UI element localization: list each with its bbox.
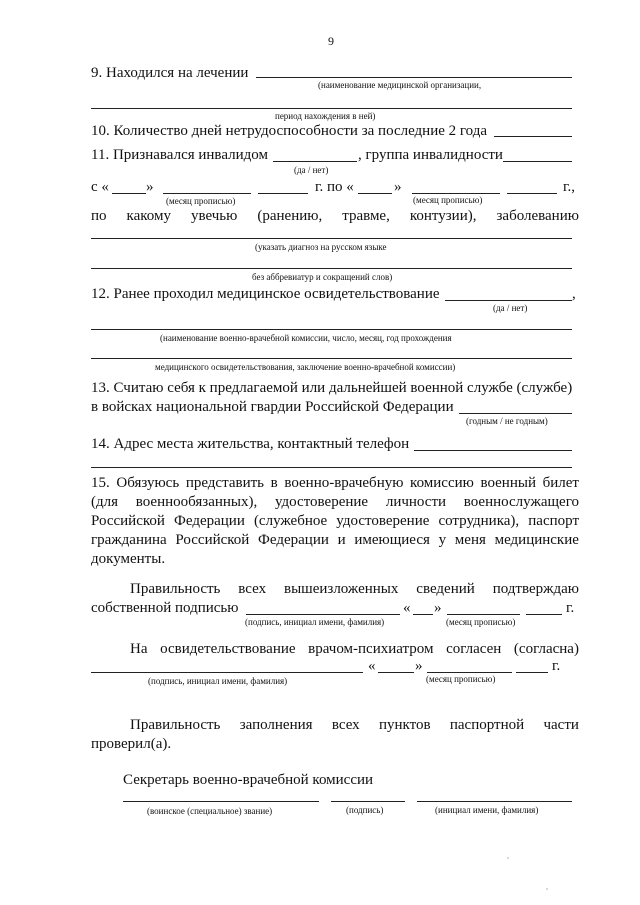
item11-to-month-field[interactable] bbox=[412, 193, 500, 194]
check-word: заполнения bbox=[239, 717, 313, 733]
psych-q-close: » bbox=[415, 658, 423, 674]
scan-speck bbox=[507, 857, 509, 859]
item11-word: какому bbox=[126, 208, 171, 224]
secretary-hint-name: (инициал имени, фамилия) bbox=[435, 805, 539, 815]
psych-hint-month: (месяц прописью) bbox=[426, 674, 496, 684]
confirm-hint-sign: (подпись, инициал имени, фамилия) bbox=[245, 617, 385, 627]
item11-to-day-field[interactable] bbox=[358, 193, 392, 194]
check-line1 bbox=[130, 716, 579, 734]
item15-word: личности bbox=[385, 494, 447, 510]
item11-from-month-field[interactable] bbox=[163, 193, 251, 194]
secretary-rank-field[interactable] bbox=[123, 801, 319, 802]
item9-hint2: период нахождения в ней) bbox=[275, 111, 376, 121]
confirm-line2: собственной подписью bbox=[91, 600, 239, 616]
item15-word: удостоверение bbox=[274, 494, 369, 510]
item11-word: контузии), bbox=[409, 208, 477, 224]
item11-hint-yes-no: (да / нет) bbox=[294, 165, 329, 175]
page-number: 9 bbox=[328, 34, 334, 48]
psych-hint-sign: (подпись, инициал имени, фамилия) bbox=[148, 676, 288, 686]
item15-word: паспорт bbox=[528, 513, 579, 529]
item15-word: удостоверение bbox=[336, 513, 430, 529]
item11-hint-month-2: (месяц прописью) bbox=[413, 195, 483, 205]
item11-from-close: » bbox=[146, 179, 154, 195]
item15-word: военный bbox=[480, 475, 536, 491]
confirm-q-open: « bbox=[403, 600, 411, 616]
item15-word: у bbox=[438, 532, 447, 548]
psych-month-field[interactable] bbox=[427, 672, 512, 673]
confirm-day-field[interactable] bbox=[413, 614, 433, 615]
item9-field-2[interactable] bbox=[91, 108, 572, 109]
confirm-hint-month: (месяц прописью) bbox=[446, 617, 516, 627]
item15-word: в bbox=[270, 475, 278, 491]
secretary-title: Секретарь военно-врачебной комиссии bbox=[123, 772, 374, 788]
item12-hint-yes-no: (да / нет) bbox=[493, 303, 528, 313]
item15-word: сотрудника), bbox=[438, 513, 520, 529]
item11-word: (ранению, bbox=[257, 208, 323, 224]
item12-field-3[interactable] bbox=[91, 358, 572, 359]
item15-word: Федерации bbox=[174, 513, 245, 529]
secretary-hint-sign: (подпись) bbox=[346, 805, 384, 815]
confirm-month-field[interactable] bbox=[447, 614, 520, 615]
item11-injury-line bbox=[91, 207, 579, 225]
item13-field[interactable] bbox=[459, 413, 572, 414]
item12-field[interactable] bbox=[445, 300, 572, 301]
item12-hint2: медицинского освидетельствования, заключение военно-врачебной комиссии) bbox=[155, 362, 456, 372]
item15-word: военнослужащего bbox=[463, 494, 579, 510]
confirm-word: всех bbox=[238, 581, 267, 597]
item15-word: 15. bbox=[91, 475, 110, 491]
item15-word: военнообязанных), bbox=[135, 494, 258, 510]
item11-word: по bbox=[91, 208, 107, 224]
item15-word: (служебное bbox=[253, 513, 328, 529]
secretary-hint-rank: (воинское (специальное) звание) bbox=[147, 806, 273, 816]
item15-word: (для bbox=[91, 494, 119, 510]
item15-word: представить bbox=[185, 475, 264, 491]
psych-word: (согласна) bbox=[513, 641, 579, 657]
confirm-word: Правильность bbox=[130, 581, 221, 597]
item15-word: военно-врачебную bbox=[284, 475, 404, 491]
scan-speck bbox=[546, 888, 548, 890]
check-word: части bbox=[543, 717, 579, 733]
item11-diag-field-2[interactable] bbox=[91, 268, 572, 269]
item11-word: заболеванию bbox=[496, 208, 579, 224]
item11-hint-diag2: без аббревиатур и сокращений слов) bbox=[252, 272, 393, 282]
check-word: Правильность bbox=[130, 717, 221, 733]
confirm-year: г. bbox=[566, 600, 575, 616]
secretary-name-field[interactable] bbox=[417, 801, 572, 802]
item15-line4 bbox=[91, 531, 579, 549]
item9-label: 9. Находился на лечении bbox=[91, 65, 249, 81]
item15-word: медицинские bbox=[494, 532, 579, 548]
item11-group-field[interactable] bbox=[503, 161, 572, 162]
item14-label: 14. Адрес места жительства, контактный телефон bbox=[91, 436, 410, 452]
item12-label: 12. Ранее проходил медицинское освидетельствование bbox=[91, 286, 440, 302]
confirm-word: сведений bbox=[416, 581, 475, 597]
item15-last-line: документы. bbox=[91, 551, 166, 567]
item12-hint1: (наименование военно-врачебной комиссии, число, месяц, год прохождения bbox=[160, 333, 452, 343]
item11-word: увечью bbox=[190, 208, 238, 224]
psych-q-open: « bbox=[368, 658, 376, 674]
item12-field-2[interactable] bbox=[91, 329, 572, 330]
item15-line1 bbox=[91, 474, 579, 492]
psych-word: согласен bbox=[446, 641, 502, 657]
item11-word: травме, bbox=[342, 208, 390, 224]
confirm-q-close: » bbox=[434, 600, 442, 616]
check-line2: проверил(а). bbox=[91, 736, 172, 752]
confirm-word: подтверждаю bbox=[492, 581, 579, 597]
item14-field-2[interactable] bbox=[91, 467, 572, 468]
psych-word: врачом-психиатром bbox=[308, 641, 434, 657]
item15-word: билет bbox=[542, 475, 579, 491]
item11-to-close: » bbox=[394, 179, 402, 195]
item14-field[interactable] bbox=[414, 450, 572, 451]
item11-label: 11. Признавался инвалидом bbox=[91, 147, 268, 163]
item11-from-year-field[interactable] bbox=[258, 193, 308, 194]
item15-word: и bbox=[337, 532, 346, 548]
confirm-line1 bbox=[130, 580, 579, 598]
item15-word: гражданина bbox=[91, 532, 167, 548]
confirm-sign-field[interactable] bbox=[246, 614, 400, 615]
psych-year: г. bbox=[552, 658, 561, 674]
item11-year-end: г., bbox=[563, 179, 575, 195]
psych-line1 bbox=[130, 640, 579, 658]
check-word: всех bbox=[331, 717, 360, 733]
item13-line2: в войсках национальной гвардии Российской Федерации bbox=[91, 399, 454, 415]
item11-year-to: г. по « bbox=[315, 179, 354, 195]
item15-word: комиссию bbox=[410, 475, 474, 491]
item11-from-day-field[interactable] bbox=[112, 193, 146, 194]
psych-year-field[interactable] bbox=[516, 672, 548, 673]
item15-word: Федерации bbox=[258, 532, 329, 548]
item10-field[interactable] bbox=[494, 136, 572, 137]
item15-word: имеющиеся bbox=[354, 532, 430, 548]
confirm-word: вышеизложенных bbox=[284, 581, 399, 597]
item11-hint-month-1: (месяц прописью) bbox=[166, 196, 236, 206]
item15-line2 bbox=[91, 493, 579, 511]
psych-day-field[interactable] bbox=[378, 672, 414, 673]
item11-hint-diag1: (указать диагноз на русском языке bbox=[255, 242, 387, 252]
psych-sign-field[interactable] bbox=[91, 672, 363, 673]
confirm-year-field[interactable] bbox=[526, 614, 562, 615]
item13-hint: (годным / не годным) bbox=[466, 416, 548, 426]
item15-line3 bbox=[91, 512, 579, 530]
item11-group-label: , группа инвалидности bbox=[358, 147, 503, 163]
secretary-sign-field[interactable] bbox=[331, 801, 405, 802]
psych-word: На bbox=[130, 641, 148, 657]
item9-field[interactable] bbox=[256, 77, 572, 78]
check-word: пунктов bbox=[378, 717, 431, 733]
item15-word: Российской bbox=[91, 513, 165, 529]
check-word: паспортной bbox=[449, 717, 525, 733]
item11-from-open: с « bbox=[91, 179, 109, 195]
item15-word: меня bbox=[454, 532, 486, 548]
psych-word: освидетельствование bbox=[160, 641, 296, 657]
item10-label: 10. Количество дней нетрудоспособности за последние 2 года bbox=[91, 123, 488, 139]
item12-comma: , bbox=[572, 286, 576, 302]
item15-word: Обязуюсь bbox=[116, 475, 180, 491]
item11-invalid-field[interactable] bbox=[273, 161, 357, 162]
item11-diag-field[interactable] bbox=[91, 238, 572, 239]
item15-word: Российской bbox=[175, 532, 250, 548]
item11-to-year-field[interactable] bbox=[507, 193, 557, 194]
item13-line1: 13. Считаю себя к предлагаемой или дальнейшей военной службе (службе) bbox=[91, 380, 573, 396]
item9-hint1: (наименование медицинской организации, bbox=[318, 80, 482, 90]
